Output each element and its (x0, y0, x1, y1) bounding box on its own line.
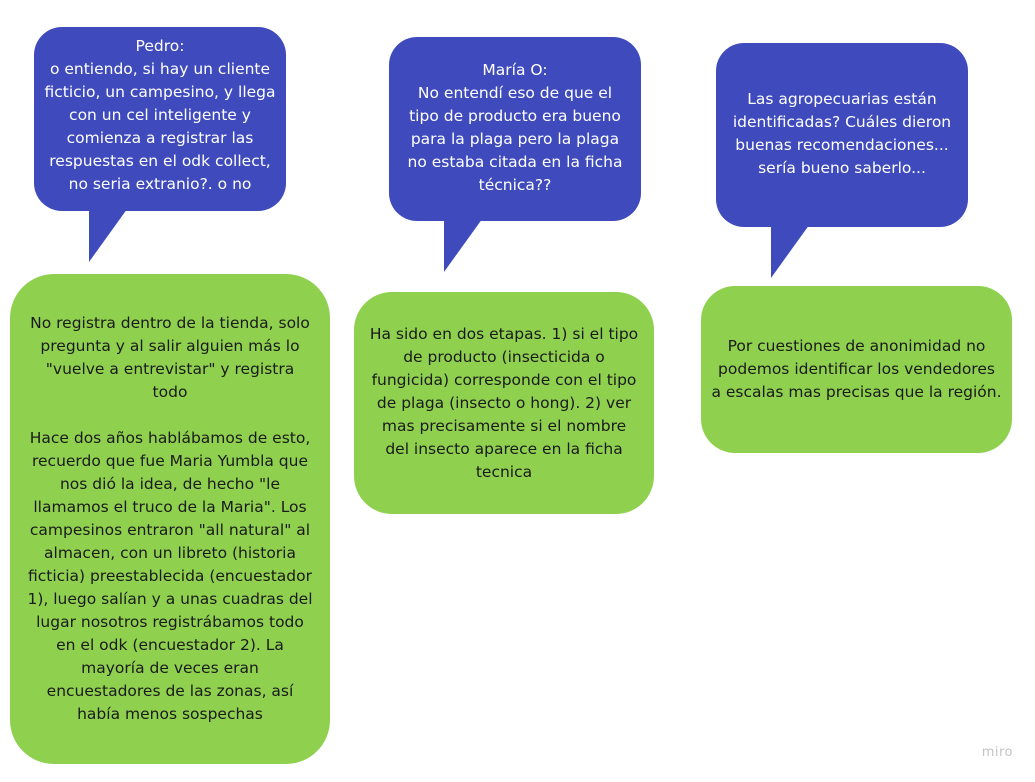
comment-line: para la plaga pero la plaga (410, 130, 620, 148)
comment-line: no seria extranio?. o no (68, 175, 252, 193)
comment-line: No entendí eso de que el (417, 84, 613, 102)
comment-line: ficticio, un campesino, y llega (44, 83, 276, 101)
reply-line: todo (152, 383, 188, 401)
reply-line: almacen, con un libreto (historia (44, 544, 296, 562)
reply-line: Hace dos años hablábamos de esto, (29, 429, 311, 447)
comment-line: sería bueno saberlo... (758, 159, 926, 177)
reply-line: pregunta y al salir alguien más lo (40, 337, 300, 355)
reply-line: No registra dentro de la tienda, solo (30, 314, 310, 332)
reply-paragraph (16, 427, 324, 726)
reply-line: podemos identificar los vendedores (718, 360, 995, 378)
reply-line: Ha sido en dos etapas. 1) si el tipo (369, 324, 639, 343)
miro-watermark: miro (981, 745, 1013, 760)
reply-line: de plaga (insecto o hong). 2) ver (376, 393, 632, 412)
reply-note-anonymity[interactable] (701, 286, 1012, 453)
reply-line: ficticia) preestablecida (encuestador (28, 567, 312, 585)
comment-line: Las agropecuarias están (747, 90, 937, 108)
reply-line: fungicida) corresponde con el tipo (371, 370, 637, 389)
comment-line: respuestas en el odk collect, (49, 152, 271, 170)
paragraph-spacer (16, 404, 324, 427)
comment-line: no estaba citada en la ficha (407, 153, 623, 171)
reply-paragraph (705, 335, 1008, 404)
comment-line: con un cel inteligente y (69, 106, 251, 124)
reply-line: había menos sospechas (77, 705, 263, 723)
reply-line: encuestadores de las zonas, así (46, 682, 294, 700)
reply-line: mas precisamente si el nombre (381, 416, 627, 435)
reply-paragraph (360, 323, 648, 484)
reply-line: del insecto aparece en la ficha (385, 439, 623, 458)
comment-author: Pedro: (135, 37, 185, 55)
comment-bubble-tail (770, 221, 815, 281)
reply-paragraph (16, 312, 324, 404)
reply-line: 1), luego salían y a unas cuadras del (27, 590, 313, 608)
reply-line: mayoría de veces eran (81, 659, 259, 677)
reply-line: en el odk (encuestador 2). La (56, 636, 284, 654)
reply-line: Por cuestiones de anonimidad no (727, 337, 986, 355)
comment-line: buenas recomendaciones... (735, 136, 949, 154)
reply-line: de producto (insecticida o (403, 347, 605, 366)
reply-line: recuerdo que fue Maria Yumbla que (31, 452, 309, 470)
comment-author: María O: (482, 61, 548, 79)
reply-line: campesinos entraron "all natural" al (29, 521, 311, 539)
reply-line: "vuelve a entrevistar" y registra (45, 360, 295, 378)
comment-line: tipo de producto era bueno (409, 107, 621, 125)
reply-line: nos dió la idea, de hecho "le (59, 475, 281, 493)
comment-bubble-agropecuarias[interactable] (716, 43, 968, 227)
reply-line: tecnica (475, 462, 533, 481)
comment-line: técnica?? (478, 176, 552, 194)
comment-bubble-pedro[interactable] (34, 27, 286, 211)
reply-line: llamamos el truco de la Maria". Los (33, 498, 307, 516)
reply-note-odk-method[interactable] (10, 274, 330, 764)
comment-bubble-maria[interactable] (389, 37, 641, 221)
comment-line: o entiendo, si hay un cliente (49, 60, 271, 78)
comment-line: comienza a registrar las (66, 129, 254, 147)
comment-line: identificadas? Cuáles dieron (732, 113, 952, 131)
reply-line: lugar nosotros registrábamos todo (36, 613, 304, 631)
comment-bubble-tail (88, 205, 133, 265)
reply-line: a escalas mas precisas que la región. (711, 383, 1002, 401)
comment-bubble-tail (443, 215, 488, 275)
reply-note-two-stages[interactable] (354, 292, 654, 514)
